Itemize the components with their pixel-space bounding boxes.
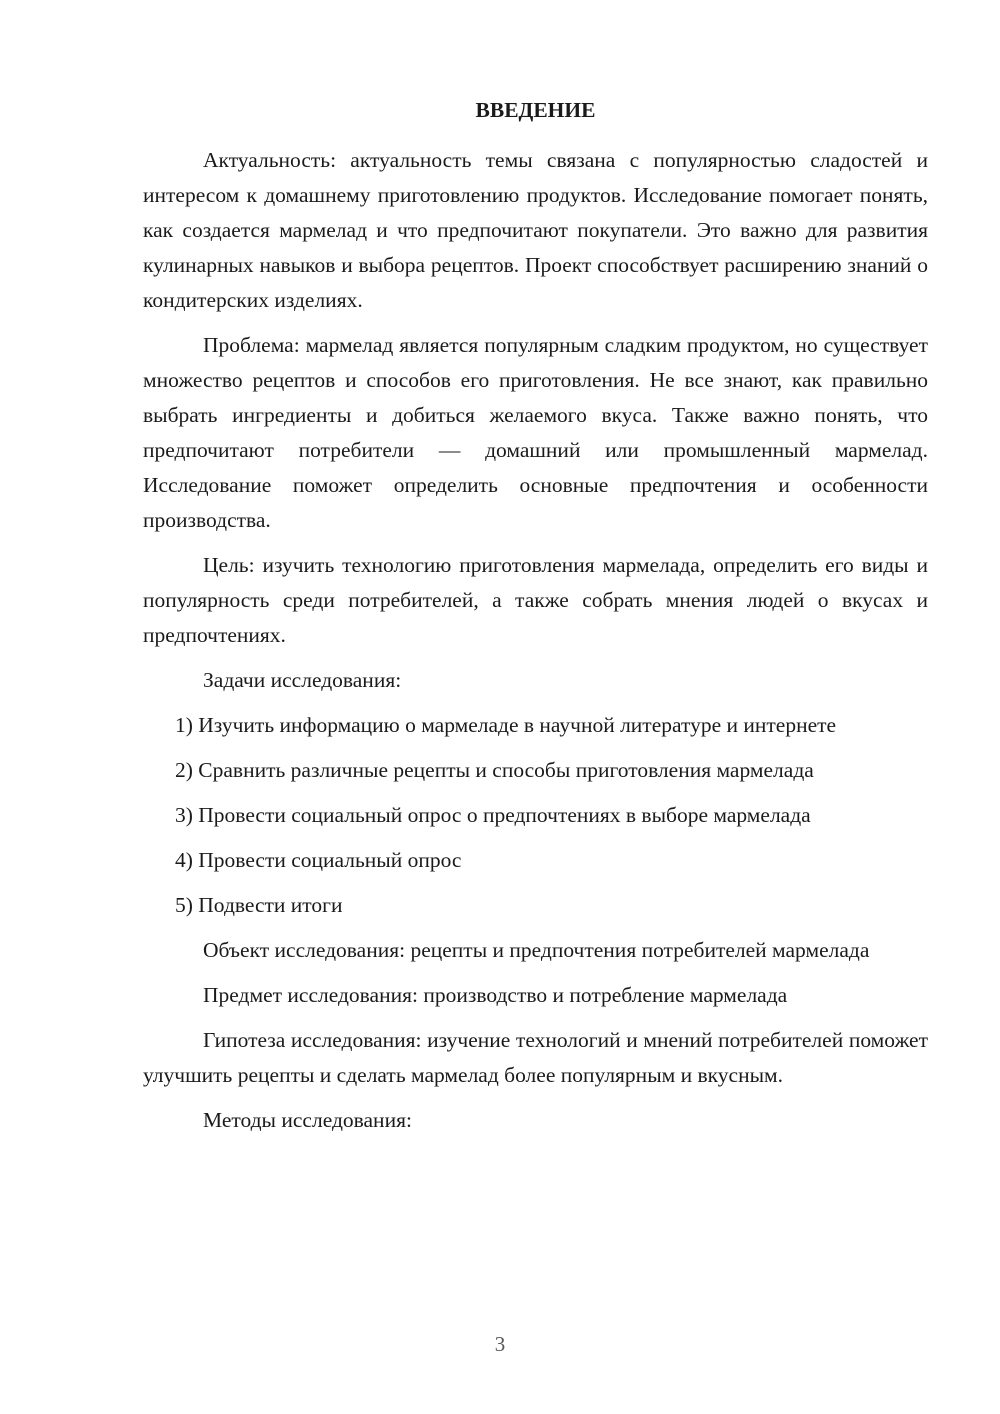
- document-page: [143, 92, 928, 1148]
- task-item-1: 1) Изучить информацию о мармеладе в научной литературе и интернете: [175, 713, 837, 737]
- task-item-2: 2) Сравнить различные рецепты и способы приготовления мармелада: [175, 758, 814, 782]
- object-paragraph: Объект исследования: рецепты и предпочтения потребителей мармелада: [203, 938, 870, 962]
- task-item-3: 3) Провести социальный опрос о предпочтениях в выборе мармелада: [175, 803, 811, 827]
- subject-paragraph: Предмет исследования: производство и потребление мармелада: [203, 983, 788, 1007]
- tasks-heading: Задачи исследования:: [203, 668, 402, 692]
- task-item-4: 4) Провести социальный опрос: [175, 848, 462, 872]
- methods-heading: Методы исследования:: [203, 1108, 412, 1132]
- task-item-5: 5) Подвести итоги: [175, 893, 343, 917]
- problem-paragraph: Проблема: мармелад является популярным сладким продуктом, но существует множество рецептов и способов его приготовления. Не все знают, как правильно выбрать ингредиенты и добиться желаемого вкуса. Также важно понять, что предпочитают потребители — домашний или промышленный мармелад. Исследование поможет определить основные предпочтения и особенности производства.: [143, 333, 928, 532]
- page-number: 3: [494, 1332, 506, 1356]
- relevance-paragraph: Актуальность: актуальность темы связана с популярностью сладостей и интересом к домашнему приготовлению продуктов. Исследование помогает понять, как создается мармелад и что предпочитают покупатели. Это важно для развития кулинарных навыков и выбора рецептов. Проект способствует расширению знаний о кондитерских изделиях.: [143, 148, 928, 312]
- hypothesis-paragraph: Гипотеза исследования: изучение технологий и мнений потребителей поможет улучшить рецепты и сделать мармелад более популярным и вкусным.: [143, 1028, 928, 1087]
- goal-paragraph: Цель: изучить технологию приготовления мармелада, определить его виды и популярность среди потребителей, а также собрать мнения людей о вкусах и предпочтениях.: [143, 553, 928, 647]
- section-title: ВВЕДЕНИЕ: [475, 98, 596, 122]
